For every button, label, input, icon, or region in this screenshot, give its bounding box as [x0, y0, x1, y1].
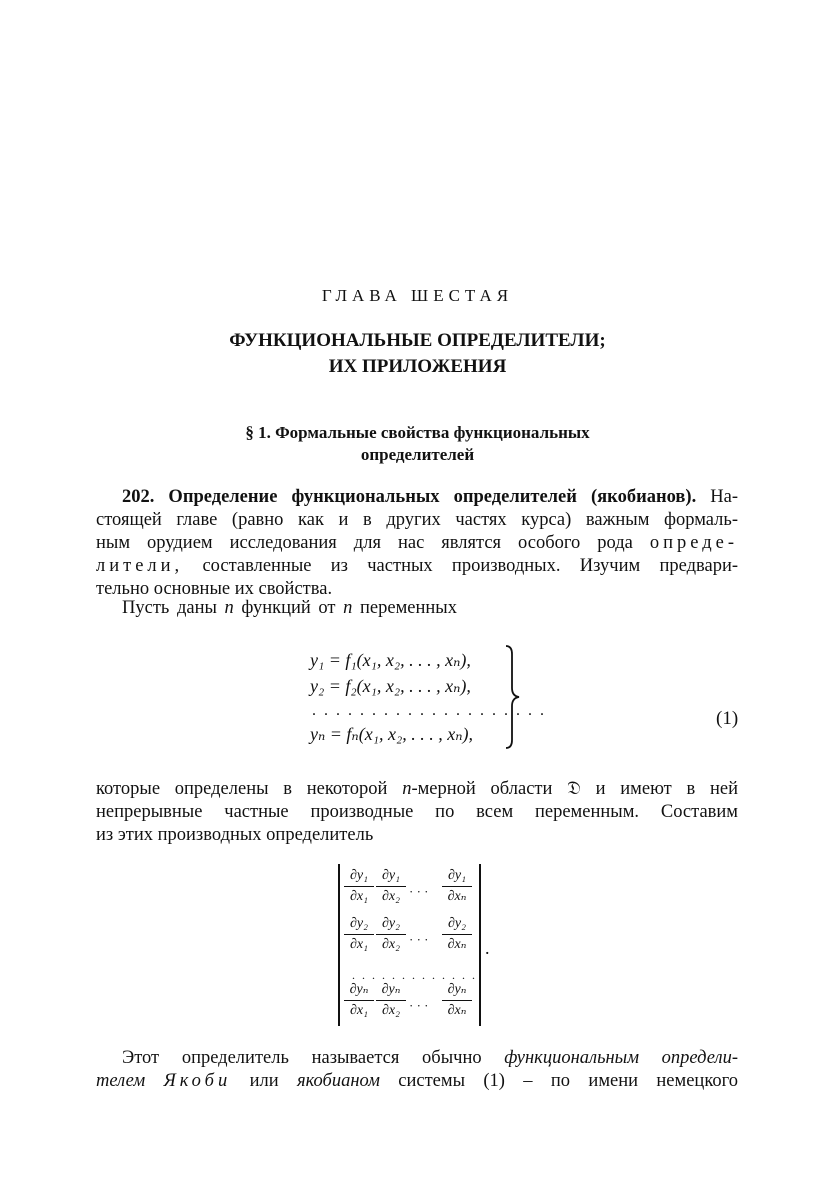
- domain-symbol: 𝔇: [567, 779, 581, 799]
- horizontal-ellipsis: · · ·: [409, 884, 429, 899]
- paragraph-line: [96, 1070, 738, 1093]
- chapter-label: ГЛАВА ШЕСТАЯ: [321, 286, 514, 305]
- paragraph-line: [96, 778, 738, 801]
- text-fragment: или: [249, 1071, 279, 1091]
- math-variable: n: [402, 779, 412, 799]
- paragraph-line: [96, 1047, 738, 1070]
- jacobian-ellipsis-row: . . . . . . . . . . . . .: [352, 968, 477, 982]
- italic-term: телем: [96, 1071, 146, 1091]
- jacobian-entry: ∂y₂ ∂xₙ: [442, 916, 472, 953]
- paragraph-definition: [96, 486, 738, 601]
- paragraph-domain: [96, 778, 738, 847]
- paragraph-line: стоящей главе (равно как и в других частях курса) важным формаль-: [96, 510, 738, 530]
- text-fragment: -мерной области: [411, 779, 553, 799]
- paragraph-line: тельно основные их свойства.: [96, 579, 333, 599]
- jacobian-entry: ∂yₙ ∂x₂: [376, 982, 406, 1019]
- math-variable: n: [224, 598, 234, 618]
- determinant-period: .: [485, 938, 490, 958]
- system-right-brace: [502, 644, 522, 750]
- horizontal-ellipsis: · · ·: [409, 998, 429, 1013]
- paragraph-line: [96, 555, 738, 578]
- equation-ellipsis-row: . . . . . . . . . . . . . . . . . . . .: [312, 702, 546, 719]
- text-fragment: На-: [710, 487, 738, 507]
- spaced-term: опреде-: [649, 533, 739, 553]
- paragraph-given: [96, 597, 738, 620]
- determinant-left-bar: [338, 864, 340, 1026]
- text-fragment: Этот определитель называется обычно: [122, 1048, 482, 1068]
- equation-line-n: yₙ = fₙ(x₁, x₂, . . . , xₙ),: [310, 724, 473, 744]
- jacobian-entry: ∂yₙ ∂x₁: [344, 982, 374, 1019]
- jacobian-entry: ∂y₁ ∂x₁: [344, 868, 374, 905]
- determinant-right-bar: [479, 864, 481, 1026]
- text-fragment: системы (1) – по имени немецкого: [398, 1071, 738, 1091]
- spaced-term: лители,: [96, 556, 184, 576]
- chapter-title: [0, 328, 835, 380]
- section-heading: [0, 422, 835, 466]
- jacobian-entry: ∂y₁ ∂xₙ: [442, 868, 472, 905]
- subsection-heading: 202. Определение функциональных определителей (якобианов).: [122, 487, 697, 507]
- chapter-title-line-1: ФУНКЦИОНАЛЬНЫЕ ОПРЕДЕЛИТЕЛИ;: [229, 330, 606, 351]
- paragraph-jacobi: [96, 1047, 738, 1093]
- text-fragment: переменных: [360, 598, 457, 618]
- equation-number: (1): [716, 708, 739, 729]
- text-fragment: функций от: [241, 598, 336, 618]
- italic-term: функциональным определи-: [504, 1048, 738, 1068]
- italic-term: якобианом: [297, 1071, 380, 1091]
- paragraph-line: [96, 597, 738, 620]
- horizontal-ellipsis: · · ·: [409, 932, 429, 947]
- equation-line-1: y₁ = f₁(x₁, x₂, . . . , xₙ),: [310, 650, 471, 670]
- paragraph-line: [96, 486, 738, 509]
- text-fragment: и имеют в ней: [595, 779, 738, 799]
- jacobian-determinant: [338, 864, 490, 1026]
- paragraph-line: из этих производных определитель: [96, 825, 374, 845]
- chapter-title-line-2: ИХ ПРИЛОЖЕНИЯ: [328, 356, 507, 377]
- jacobian-entry: ∂y₂ ∂x₁: [344, 916, 374, 953]
- jacobian-entry: ∂y₂ ∂x₂: [376, 916, 406, 953]
- section-heading-line-2: определителей: [360, 445, 475, 464]
- jacobian-entry: ∂yₙ ∂xₙ: [442, 982, 472, 1019]
- spaced-name: Якоби: [163, 1071, 232, 1091]
- math-variable: n: [343, 598, 353, 618]
- jacobian-entry: ∂y₁ ∂x₂: [376, 868, 406, 905]
- text-fragment: ным орудием исследования для нас являтся особого рода: [96, 533, 633, 553]
- text-fragment: которые определены в некоторой: [96, 779, 388, 799]
- paragraph-line: непрерывные частные производные по всем переменным. Составим: [96, 802, 738, 822]
- paragraph-line: [96, 532, 738, 555]
- text-fragment: Пусть даны: [122, 598, 217, 618]
- section-heading-line-1: § 1. Формальные свойства функциональных: [245, 423, 590, 442]
- equation-line-2: y₂ = f₂(x₁, x₂, . . . , xₙ),: [310, 676, 471, 696]
- text-fragment: составленные из частных производных. Изучим предвари-: [202, 556, 739, 576]
